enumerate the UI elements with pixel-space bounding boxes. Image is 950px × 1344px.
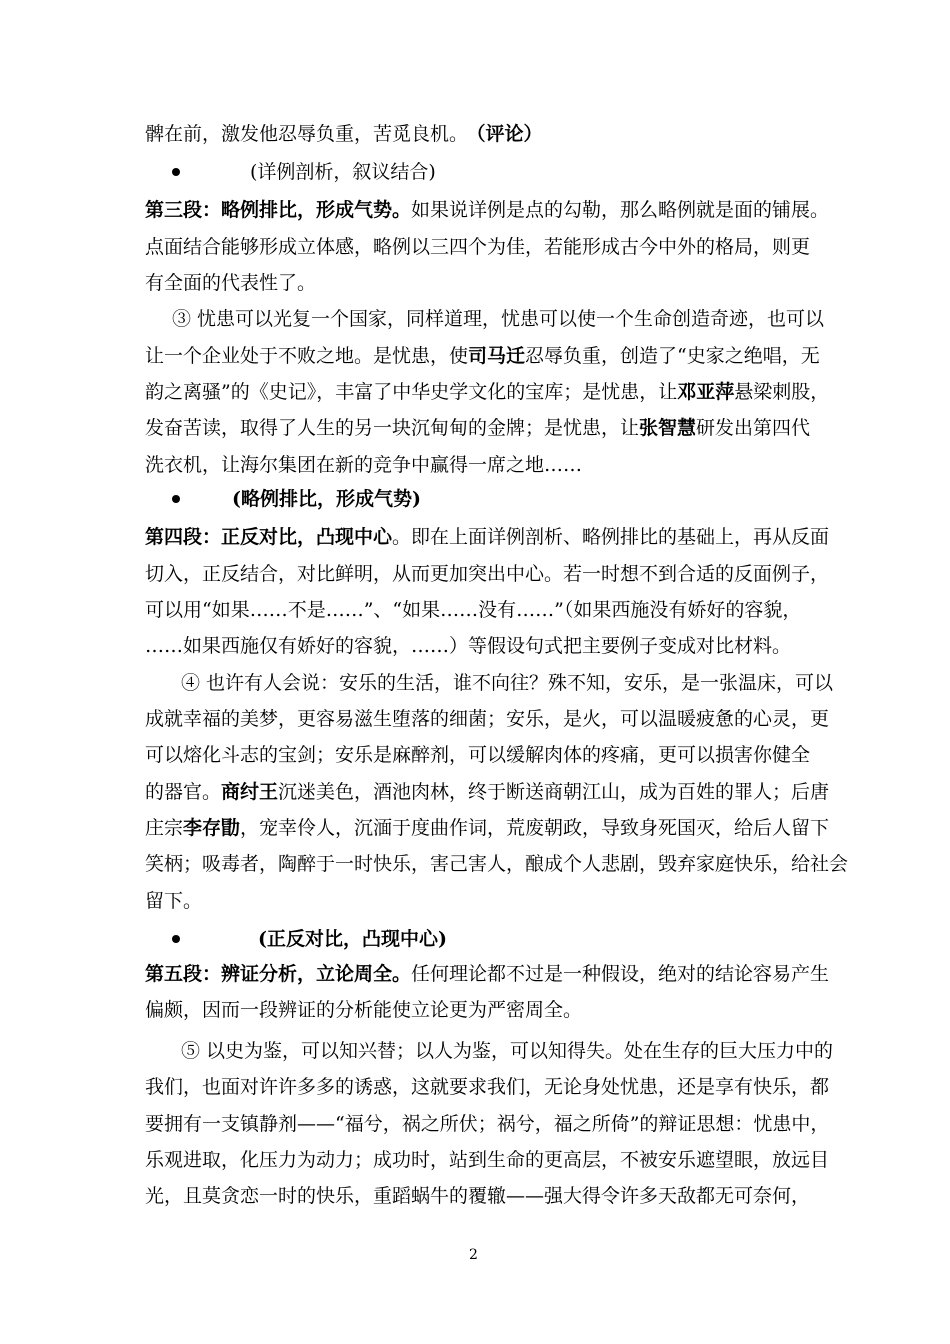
text-line: 我们，也面对许许多多的诱惑，这就要求我们，无论身处忧患，还是享有快乐，都 [145,1076,830,1098]
person-name: 张智慧 [639,417,697,439]
page-number: 2 [469,1247,478,1263]
section-heading: 第三段：略例排比，形成气势。 [145,199,412,221]
text-line: 要拥有一支镇静剂——“福兮，祸之所伏；祸兮，福之所倚”的辩证思想：忧患中， [145,1113,830,1135]
text-line: 韵之离骚”的《史记》，丰富了中华史学文化的宝库；是忧患，让邓亚萍悬梁刺股， [145,381,830,403]
text-line: 点面结合能够形成立体感，略例以三四个为佳，若能形成古今中外的格局，则更 [145,236,811,258]
text-line: 光，且莫贪恋一时的快乐，重蹈蜗牛的覆辙——强大得令许多天敌都无可奈何， [145,1185,811,1207]
paragraph-start: ③ 忧患可以光复一个国家，同样道理，忧患可以使一个生命创造奇迹，也可以 [172,308,825,330]
person-name: 商纣王 [221,781,279,803]
text-line: 留下。 [145,890,203,912]
person-name: 邓亚萍 [677,381,735,403]
section-heading-line: 第五段：辨证分析，立论周全。任何理论都不过是一种假设，绝对的结论容易产生 [145,963,830,985]
text-line: 有全面的代表性了。 [145,272,317,294]
text-line: 成就幸福的美梦，更容易滋生堕落的细菌；安乐，是火，可以温暖疲惫的心灵，更 [145,708,830,730]
bullet-icon [172,935,180,943]
text-line: 偏颇，因而一段辨证的分析能使立论更为严密周全。 [145,999,583,1021]
text-line: 让一个企业处于不败之地。是忧患，使司马迁忍辱负重，创造了“史家之绝唱，无 [145,345,820,367]
comment-tag: （评论） [476,123,543,145]
text-line: 切入，正反结合，对比鲜明，从而更加突出中心。若一时想不到合适的反面例子， [145,563,830,585]
section-heading-line: 第四段：正反对比，凸现中心。即在上面详例剖析、略例排比的基础上，再从反面 [145,526,830,548]
text-line: 可以用“如果……不是……”、“如果……没有……”（如果西施没有娇好的容貌， [145,599,802,621]
paragraph-start: ④ 也许有人会说：安乐的生活，谁不向往？殊不知，安乐，是一张温床，可以 [181,672,834,694]
section-heading-line: 第三段：略例排比，形成气势。如果说详例是点的勾勒，那么略例就是面的铺展。 [145,199,830,221]
text-line: 庄宗李存勖，宠幸伶人，沉湎于度曲作词，荒废朝政，导致身死国灭，给后人留下 [145,817,830,839]
text-line: ……如果西施仅有娇好的容貌，……）等假设句式把主要例子变成对比材料。 [145,635,792,657]
text-line: 的器官。商纣王沉迷美色，酒池肉林，终于断送商朝江山，成为百姓的罪人；后唐 [145,781,830,803]
text-line: 髀在前，激发他忍辱负重，苦觅良机。 （评论） [145,123,543,145]
bullet-note: (详例剖析，叙议结合) [250,161,436,183]
bullet-note: (略例排比，形成气势) [232,488,421,510]
person-name: 李存勖 [183,817,241,839]
text-line: 发奋苦读，取得了人生的另一块沉甸甸的金牌；是忧患，让张智慧研发出第四代 [145,417,811,439]
text-line: 乐观进取，化压力为动力；成功时，站到生命的更高层，不被安乐遮望眼，放远目 [145,1149,830,1171]
bullet-icon [172,168,180,176]
paragraph-start: ⑤ 以史为鉴，可以知兴替；以人为鉴，可以知得失。处在生存的巨大压力中的 [181,1040,834,1062]
text-line: 洗衣机，让海尔集团在新的竞争中赢得一席之地…… [145,454,583,476]
text-line: 可以熔化斗志的宝剑；安乐是麻醉剂，可以缓解肉体的疼痛，更可以损害你健全 [145,744,811,766]
text-line: 笑柄；吸毒者，陶醉于一时快乐，害己害人，酿成个人悲剧，毁弃家庭快乐，给社会 [145,853,849,875]
section-heading: 第四段：正反对比，凸现中心 [145,526,393,548]
bullet-icon [172,495,180,503]
bullet-note: (正反对比，凸现中心) [258,928,447,950]
person-name: 司马迁 [468,345,526,367]
section-heading: 第五段：辨证分析，立论周全。 [145,963,412,985]
